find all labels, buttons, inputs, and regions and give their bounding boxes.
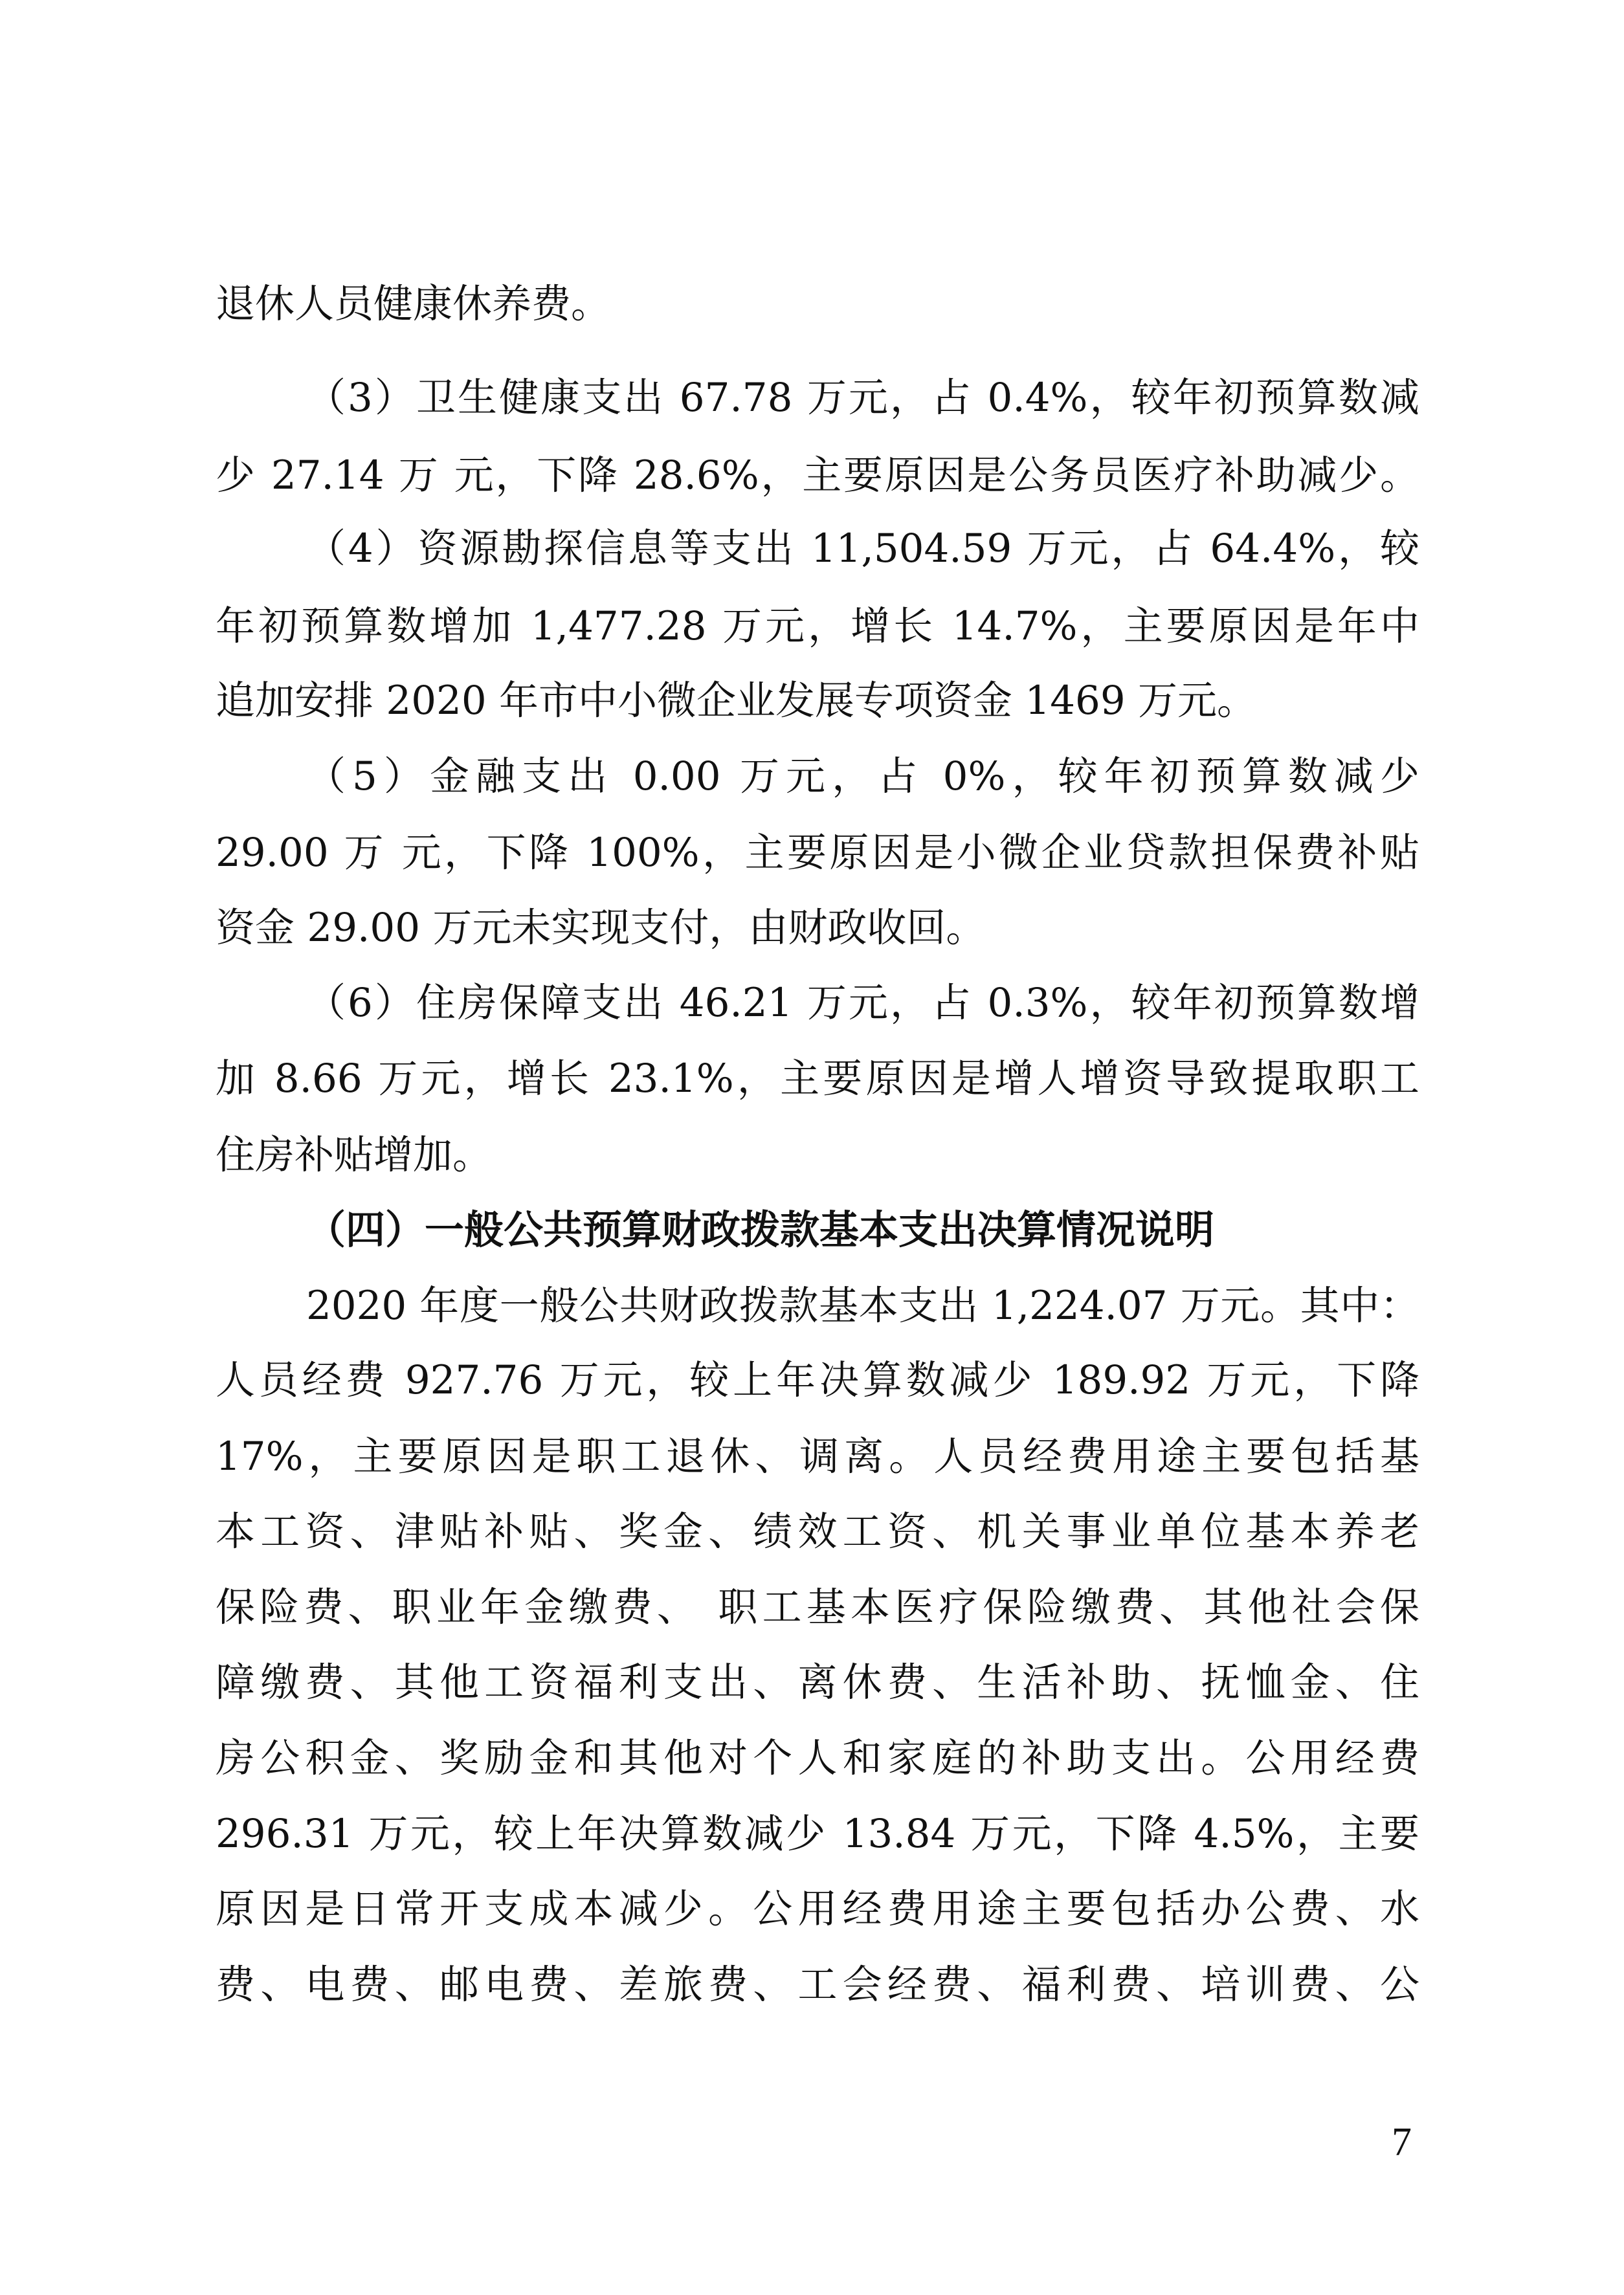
paragraph-line: （5）金融支出 0.00 万元，占 0%，较年初预算数减少: [306, 753, 1419, 799]
paragraph-line: 本工资、津贴补贴、奖金、绩效工资、机关事业单位基本养老: [216, 1509, 1419, 1555]
paragraph-line: 原因是日常开支成本减少。公用经费用途主要包括办公费、水: [216, 1886, 1419, 1932]
paragraph-line: 保险费、职业年金缴费、 职工基本医疗保险缴费、其他社会保: [216, 1584, 1419, 1630]
paragraph-line: 追加安排 2020 年市中小微企业发展专项资金 1469 万元。: [216, 678, 1257, 724]
paragraph-line: 房公积金、奖励金和其他对个人和家庭的补助支出。公用经费: [216, 1735, 1419, 1781]
paragraph-line: 退休人员健康休养费。: [216, 281, 611, 327]
paragraph-line: 少 27.14 万 元，下降 28.6%，主要原因是公务员医疗补助减少。: [216, 452, 1419, 498]
section-heading: （四）一般公共预算财政拨款基本支出决算情况说明: [306, 1207, 1215, 1253]
paragraph-line: 人员经费 927.76 万元，较上年决算数减少 189.92 万元，下降: [216, 1357, 1419, 1403]
paragraph-line: （4）资源勘探信息等支出 11,504.59 万元，占 64.4%，较: [306, 526, 1419, 571]
paragraph-line: 29.00 万 元，下降 100%，主要原因是小微企业贷款担保费补贴: [216, 830, 1419, 876]
paragraph-line: 资金 29.00 万元未实现支付，由财政收回。: [216, 905, 986, 951]
paragraph-line: 障缴费、其他工资福利支出、离休费、生活补助、抚恤金、住: [216, 1659, 1419, 1705]
paragraph-line: 年初预算数增加 1,477.28 万元，增长 14.7%，主要原因是年中: [216, 603, 1419, 649]
paragraph-line: 2020 年度一般公共财政拨款基本支出 1,224.07 万元。其中：: [306, 1283, 1419, 1329]
page-number: 7: [1392, 2120, 1412, 2164]
paragraph-line: （3）卫生健康支出 67.78 万元，占 0.4%，较年初预算数减: [306, 375, 1419, 421]
paragraph-line: 住房补贴增加。: [216, 1132, 493, 1178]
paragraph-line: 费、电费、邮电费、差旅费、工会经费、福利费、培训费、公: [216, 1962, 1419, 2008]
paragraph-line: 296.31 万元，较上年决算数减少 13.84 万元，下降 4.5%，主要: [216, 1811, 1419, 1857]
paragraph-line: 加 8.66 万元，增长 23.1%，主要原因是增人增资导致提取职工: [216, 1056, 1419, 1102]
paragraph-line: （6）住房保障支出 46.21 万元，占 0.3%，较年初预算数增: [306, 980, 1419, 1026]
paragraph-line: 17%，主要原因是职工退休、调离。人员经费用途主要包括基: [216, 1434, 1419, 1480]
